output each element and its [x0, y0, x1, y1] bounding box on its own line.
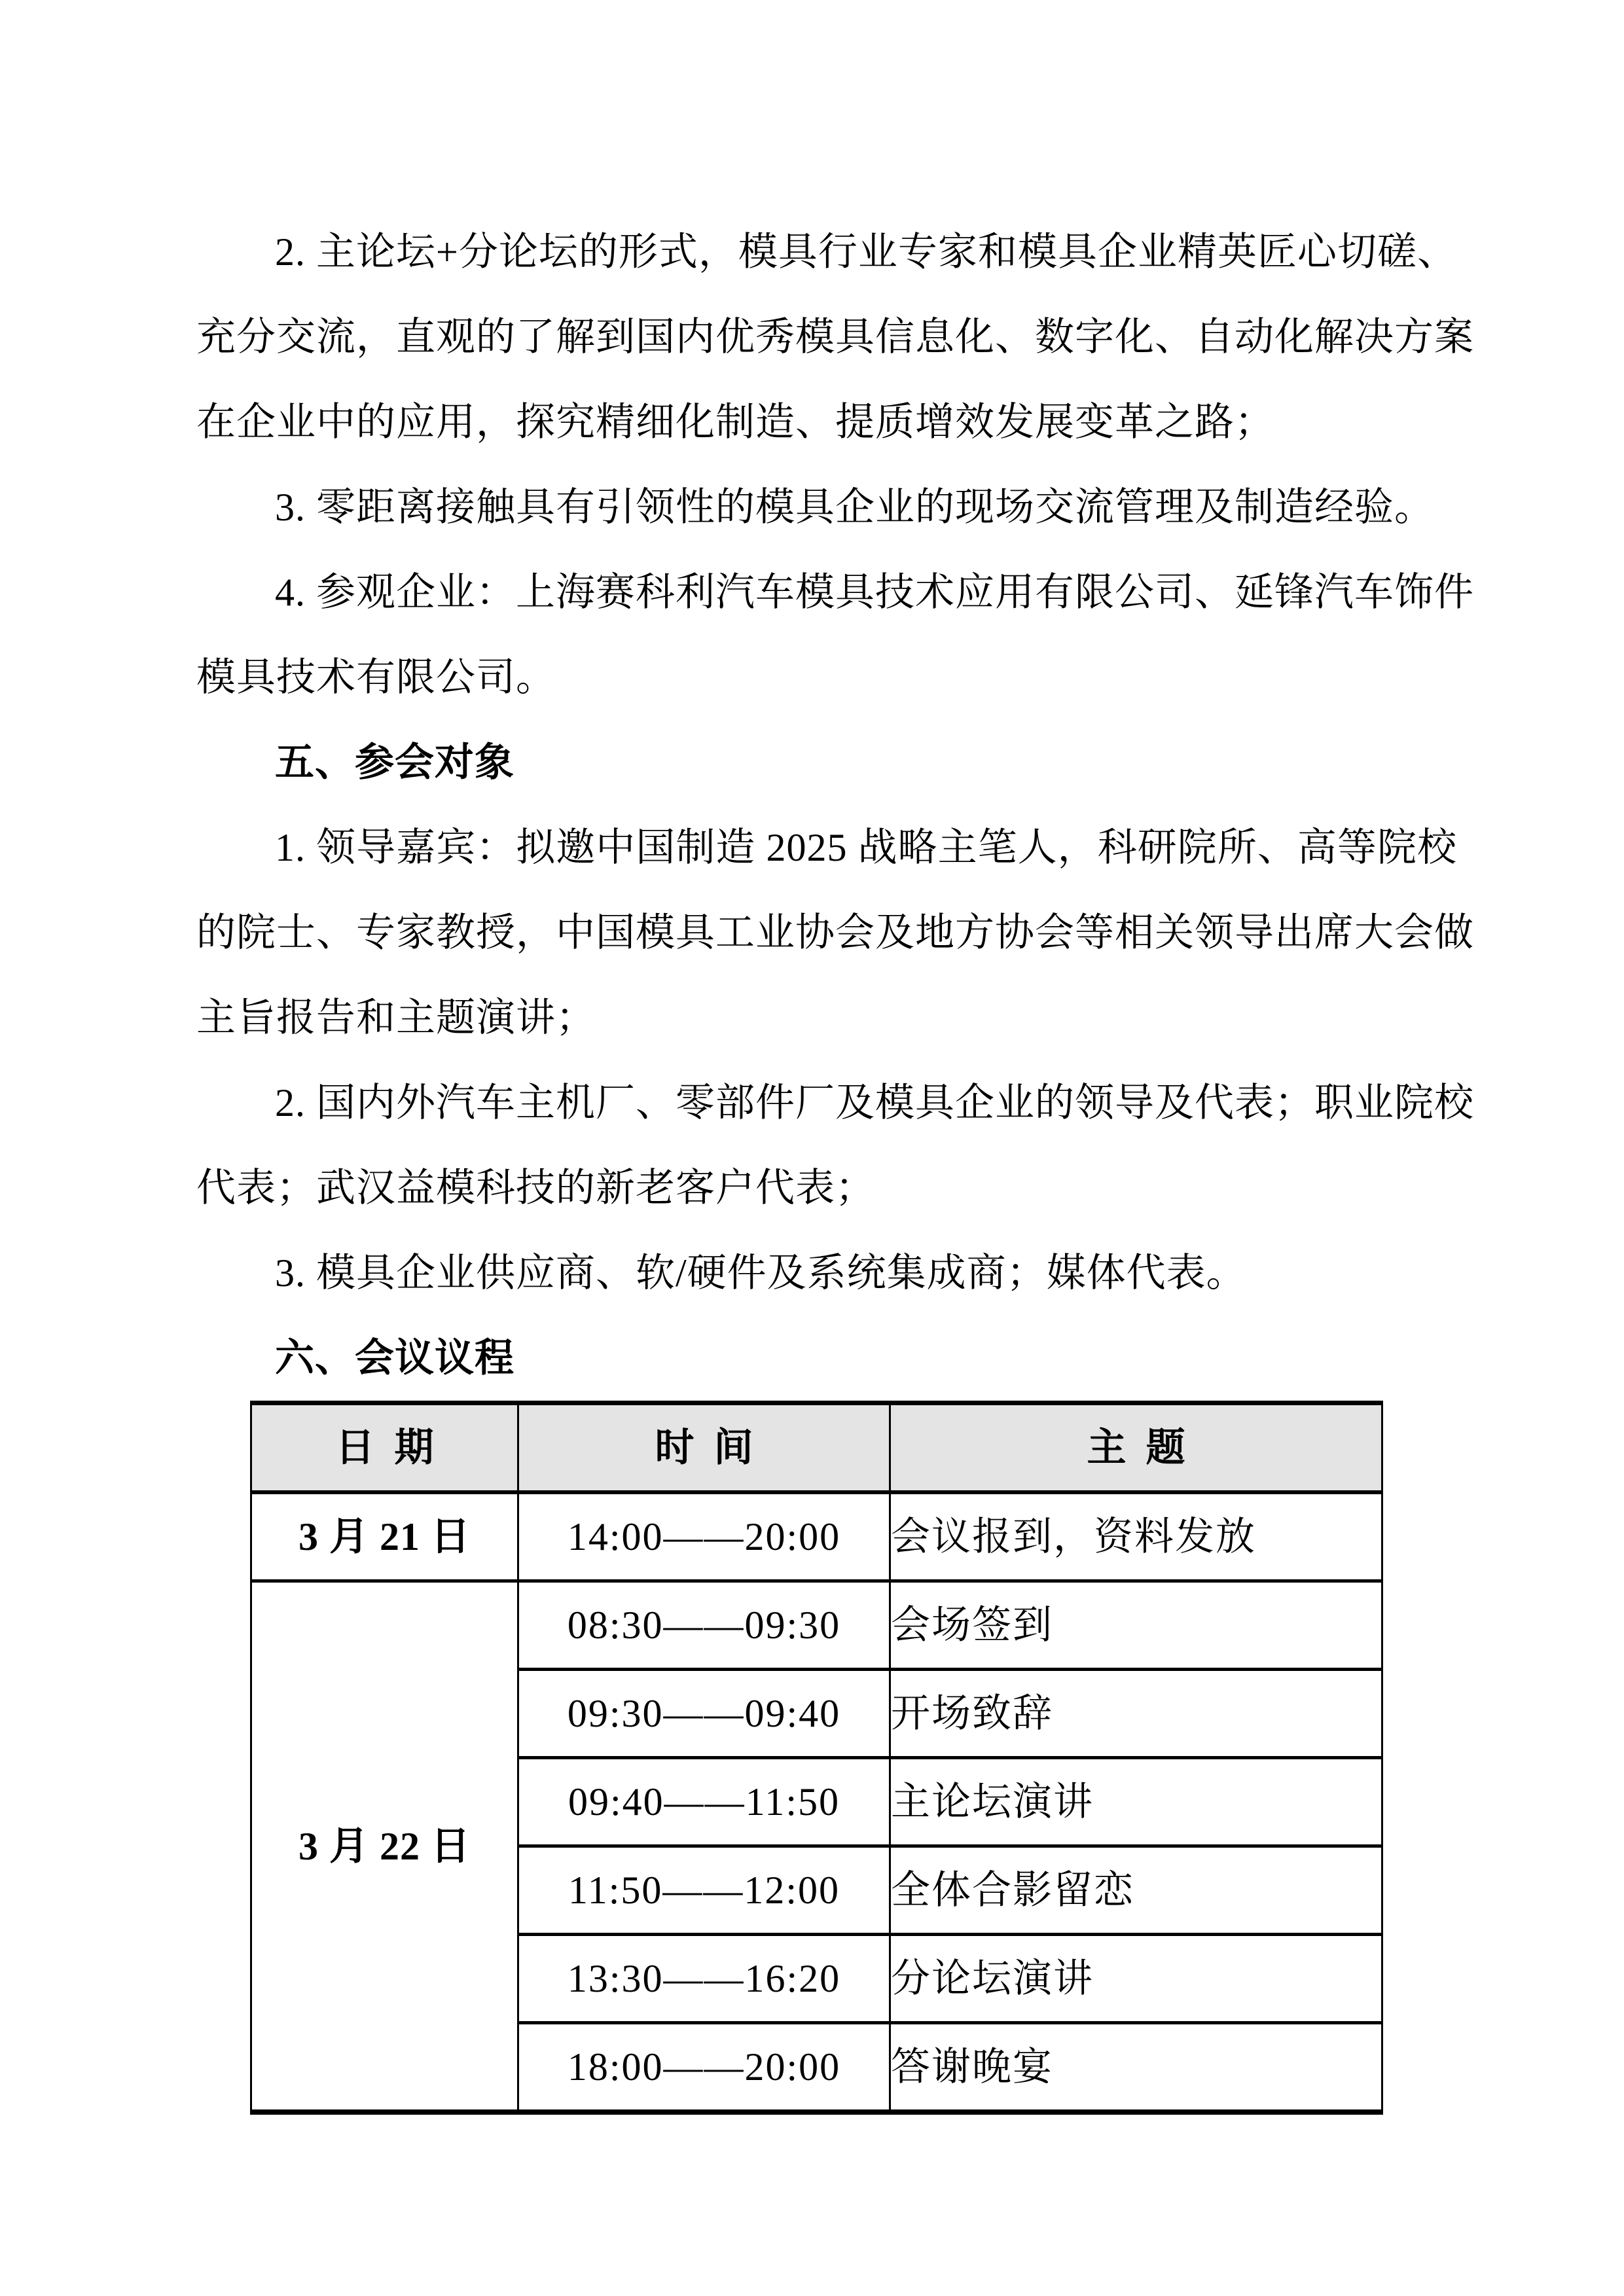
body-line: 2. 主论坛+分论坛的形式，模具行业专家和模具企业精英匠心切磋、 [275, 230, 1457, 274]
agenda-header-topic: 主题 [890, 1403, 1382, 1493]
agenda-time-cell: 09:30——09:40 [518, 1670, 890, 1758]
section-heading-agenda: 六、会议议程 [275, 1336, 514, 1380]
agenda-table-body [251, 1492, 1382, 2112]
agenda-row [251, 1581, 1382, 1670]
body-line: 3. 零距离接触具有引领性的模具企业的现场交流管理及制造经验。 [275, 486, 1434, 529]
body-line: 主旨报告和主题演讲； [196, 996, 596, 1039]
section-heading-participants: 五、参会对象 [275, 741, 514, 784]
body-line: 充分交流，直观的了解到国内优秀模具信息化、数字化、自动化解决方案 [196, 315, 1474, 359]
body-line: 1. 领导嘉宾：拟邀中国制造 2025 战略主笔人，科研院所、高等院校 [275, 826, 1457, 869]
agenda-topic-cell: 开场致辞 [890, 1670, 1382, 1758]
agenda-topic-cell: 分论坛演讲 [890, 1935, 1382, 2023]
agenda-row [251, 1492, 1382, 1581]
agenda-table-header [251, 1403, 1382, 1493]
agenda-topic-cell: 会场签到 [890, 1581, 1382, 1670]
agenda-time-cell: 13:30——16:20 [518, 1935, 890, 2023]
agenda-topic-cell: 会议报到，资料发放 [890, 1492, 1382, 1581]
agenda-header-row [251, 1403, 1382, 1493]
body-line: 3. 模具企业供应商、软/硬件及系统集成商；媒体代表。 [275, 1251, 1246, 1295]
agenda-time-cell: 09:40——11:50 [518, 1758, 890, 1846]
agenda-header-date: 日期 [251, 1403, 518, 1493]
body-line: 2. 国内外汽车主机厂、零部件厂及模具企业的领导及代表；职业院校 [275, 1081, 1474, 1124]
agenda-time-cell: 18:00——20:00 [518, 2023, 890, 2113]
agenda-date-cell: 3 月 22 日 [251, 1581, 518, 2113]
agenda-topic-cell: 全体合影留恋 [890, 1846, 1382, 1935]
document-body [196, 209, 1474, 2115]
agenda-topic-cell: 答谢晚宴 [890, 2023, 1382, 2113]
body-line: 4. 参观企业：上海赛科利汽车模具技术应用有限公司、延锋汽车饰件 [275, 571, 1474, 614]
agenda-time-cell: 08:30——09:30 [518, 1581, 890, 1670]
body-line: 的院士、专家教授，中国模具工业协会及地方协会等相关领导出席大会做 [196, 911, 1474, 954]
agenda-topic-cell: 主论坛演讲 [890, 1758, 1382, 1846]
agenda-header-time: 时间 [518, 1403, 890, 1493]
body-line: 代表；武汉益模科技的新老客户代表； [196, 1166, 875, 1210]
agenda-date-cell: 3 月 21 日 [251, 1492, 518, 1581]
agenda-table [250, 1401, 1383, 2115]
agenda-time-cell: 14:00——20:00 [518, 1492, 890, 1581]
agenda-time-cell: 11:50——12:00 [518, 1846, 890, 1935]
body-line: 模具技术有限公司。 [196, 656, 556, 699]
body-line: 在企业中的应用，探究精细化制造、提质增效发展变革之路； [196, 401, 1274, 444]
